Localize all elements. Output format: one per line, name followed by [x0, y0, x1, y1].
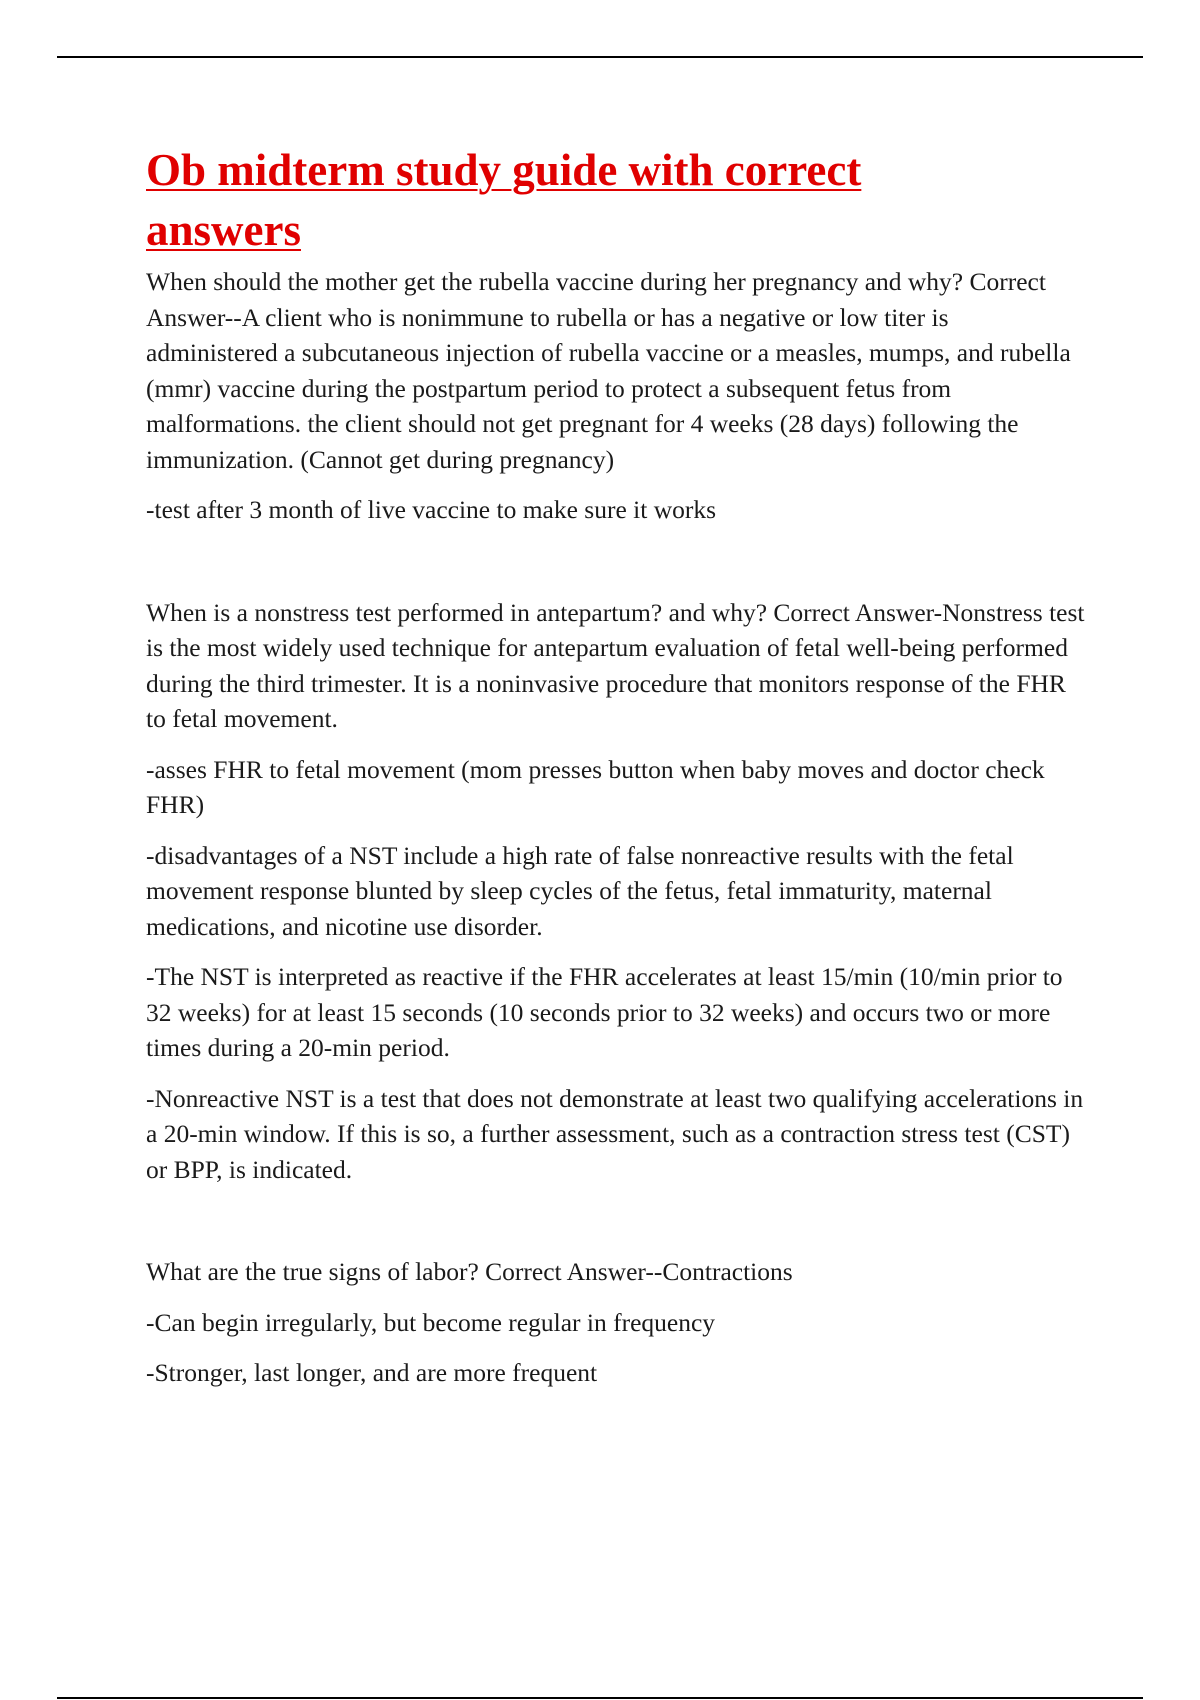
paragraph: -test after 3 month of live vaccine to make sure it works: [146, 495, 717, 524]
paragraph: What are the true signs of labor? Correct Answer--Contractions: [146, 1257, 793, 1286]
paragraph: -disadvantages of a NST include a high rate of false nonreactive results with the fetal movement response blunted by sleep cycles of the fetus, fetal immaturity, maternal medications, and nicotine use disorder.: [146, 840, 1014, 941]
paragraph: -Stronger, last longer, and are more frequent: [146, 1358, 598, 1387]
paragraph: When should the mother get the rubella vaccine during her pregnancy and why? Correct Answer--A client who is nonimmune to rubella or has a negative or low titer is administered a subcutaneous injection of rubella vaccine or a measles, mumps, and rubella (mmr) vaccine during the postpartum period to protect a subsequent fetus from malformations. the client should not get pregnant for 4 weeks (28 days) following the immunization. (Cannot get during pregnancy): [146, 267, 1071, 474]
section-rubella-vaccine: [146, 264, 1086, 528]
section-nonstress-test: [146, 595, 1086, 1188]
paragraph: -The NST is interpreted as reactive if the FHR accelerates at least 15/min (10/min prior to 32 weeks) for at least 15 seconds (10 seconds prior to 32 weeks) and occurs two or more times during a 20-min period.: [146, 962, 1063, 1062]
header-rule: [57, 56, 1143, 58]
document-title: Ob midterm study guide with correct answers: [146, 145, 862, 255]
paragraph: -Can begin irregularly, but become regular in frequency: [146, 1307, 716, 1337]
paragraph: When is a nonstress test performed in antepartum? and why? Correct Answer-Nonstress test is the most widely used technique for antepartum evaluation of fetal well-being performed during the third trimester. It is a noninvasive procedure that monitors response of the FHR to fetal movement.: [146, 597, 1085, 733]
section-true-signs-of-labor: [146, 1254, 1086, 1391]
paragraph: -Nonreactive NST is a test that does not demonstrate at least two qualifying accelerations in a 20-min window. If this is so, a further assessment, such as a contraction stress test (CST) or BPP, is indicated.: [146, 1083, 1084, 1184]
document-body: [146, 140, 1086, 1406]
footer-rule: [57, 1697, 1143, 1699]
paragraph: -asses FHR to fetal movement (mom presses button when baby moves and doctor check FHR): [146, 754, 1045, 819]
